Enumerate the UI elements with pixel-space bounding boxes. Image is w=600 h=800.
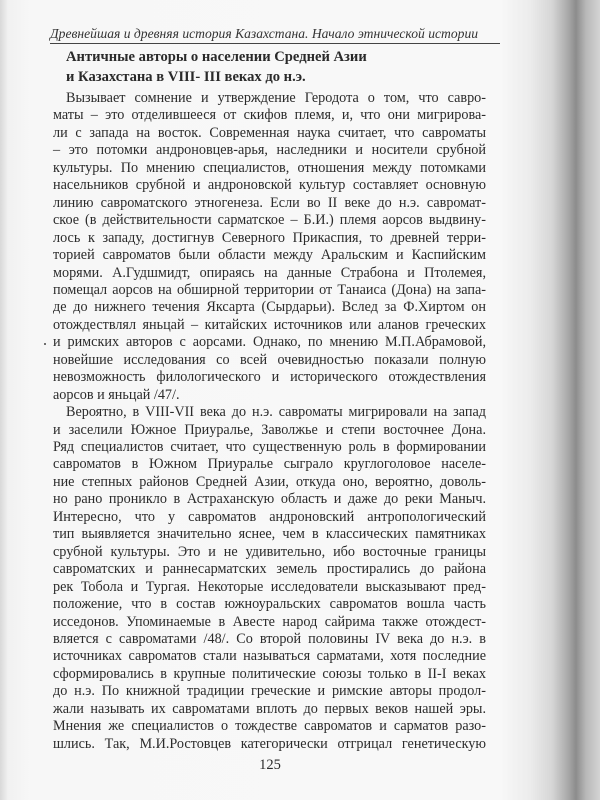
- text-line: Вероятно, в VIII-VII века до н.э. савроматы мигрировали на запад: [66, 404, 486, 421]
- text-line: невозможность филологического и исторического отождествления: [53, 369, 486, 386]
- text-line: аорсов и яньцай /47/.: [53, 386, 180, 403]
- text-line: морями. А.Гудшмидт, опираясь на данные Страбона и Птолемея,: [53, 264, 486, 281]
- section-title-line: и Казахстана в VIII- III веках до н.э.: [66, 69, 306, 85]
- text-line: жали называть их савроматами вплоть до первых веков нашей эры.: [53, 700, 486, 717]
- text-line: и заселили Южное Приуралье, Заволжье и степи восточнее Дона.: [53, 421, 486, 438]
- text-line: ние степных районов Средней Азии, откуда оно, вероятно, доволь-: [53, 473, 486, 490]
- text-line: источниках савроматов стали называться сарматами, хотя последние: [53, 648, 486, 665]
- text-line: но рано проникло в Астраханскую область и даже до реки Маныч.: [53, 491, 486, 508]
- text-line: рек Тобола и Тургая. Некоторые исследователи высказывают пред-: [53, 578, 486, 595]
- text-line: де до нижнего течения Яксарта (Сырдарьи). Вслед за Ф.Хиртом он: [53, 299, 486, 316]
- text-line: линию савроматского этногенеза. Если во II веке до н.э. савромат-: [53, 194, 486, 211]
- text-line: Интересно, что у савроматов андроновский антропологический: [53, 508, 486, 525]
- text-line: до н.э. По книжной традиции греческие и римские авторы продол-: [53, 683, 486, 700]
- text-line: тип выявляется значительно яснее, чем в классических памятниках: [53, 526, 486, 543]
- text-line: отождествлял яньцай – китайских источников или аланов греческих: [53, 316, 486, 333]
- section-title-line: Античные авторы о населении Средней Азии: [66, 49, 367, 65]
- text-line: Вызывает сомнение и утверждение Геродота о том, что савро-: [66, 90, 486, 106]
- text-line: сформировались в крупные политические союзы только в II-I веках: [53, 665, 486, 682]
- text-line: положение, что в состав южноуральских савроматов вошла часть: [53, 596, 486, 613]
- running-head: Древнейшая и древняя история Казахстана. Начало этнической истории: [50, 26, 500, 44]
- text-line: лось к западу, достигнув Северного Прикаспия, то древней терри-: [53, 229, 486, 246]
- text-line: помещал аорсов на обширной территории от Танаиса (Дона) на запа-: [53, 281, 486, 298]
- text-line: – это потомки андроновцев-арья, наследники и носители срубной: [53, 142, 486, 159]
- text-line: Ряд специалистов считает, что существенную роль в формировании: [53, 439, 486, 455]
- page-number: 125: [259, 757, 281, 773]
- text-line: срубной культуры. Это и не удивительно, ибо восточные границы: [53, 543, 486, 560]
- text-line: культуры. По мнению специалистов, отношения между потомками: [53, 159, 486, 176]
- text-line: и римских авторов с аорсами. Однако, по мнению М.П.Абрамовой,: [53, 334, 486, 351]
- text-line: шлись. Так, М.И.Ростовцев категорически отгрицал генетическую: [53, 735, 486, 752]
- scan-speck: [44, 343, 46, 345]
- text-line: вляется с савроматами /48/. Со второй половины IV века до н.э. в: [53, 630, 486, 647]
- text-line: ское (в действительности сарматское – Б.И.) племя аорсов выдвину-: [53, 212, 486, 229]
- text-line: савроматов в Южном Приуралье сыграло круглоголовое населе-: [53, 456, 486, 473]
- text-line: торией савроматов были области между Аральским и Каспийским: [53, 247, 486, 264]
- text-line: савроматских и раннесарматских земель простирались до района: [53, 561, 486, 578]
- text-line: насельников срубной и андроновской культур составляет основную: [53, 177, 486, 194]
- text-line: ли с запада на восток. Современная наука считает, что савроматы: [53, 124, 486, 141]
- text-line: маты – это отделившееся от скифов племя, и, что они мигрирова-: [53, 107, 486, 124]
- text-line: новейшие исследования со всей очевидностью показали полную: [53, 351, 486, 368]
- text-line: Мнения же специалистов о тождестве савроматов и сарматов разо-: [53, 718, 486, 735]
- text-line: исседонов. Упоминаемые в Авесте народ сайрима также отождест-: [53, 613, 486, 630]
